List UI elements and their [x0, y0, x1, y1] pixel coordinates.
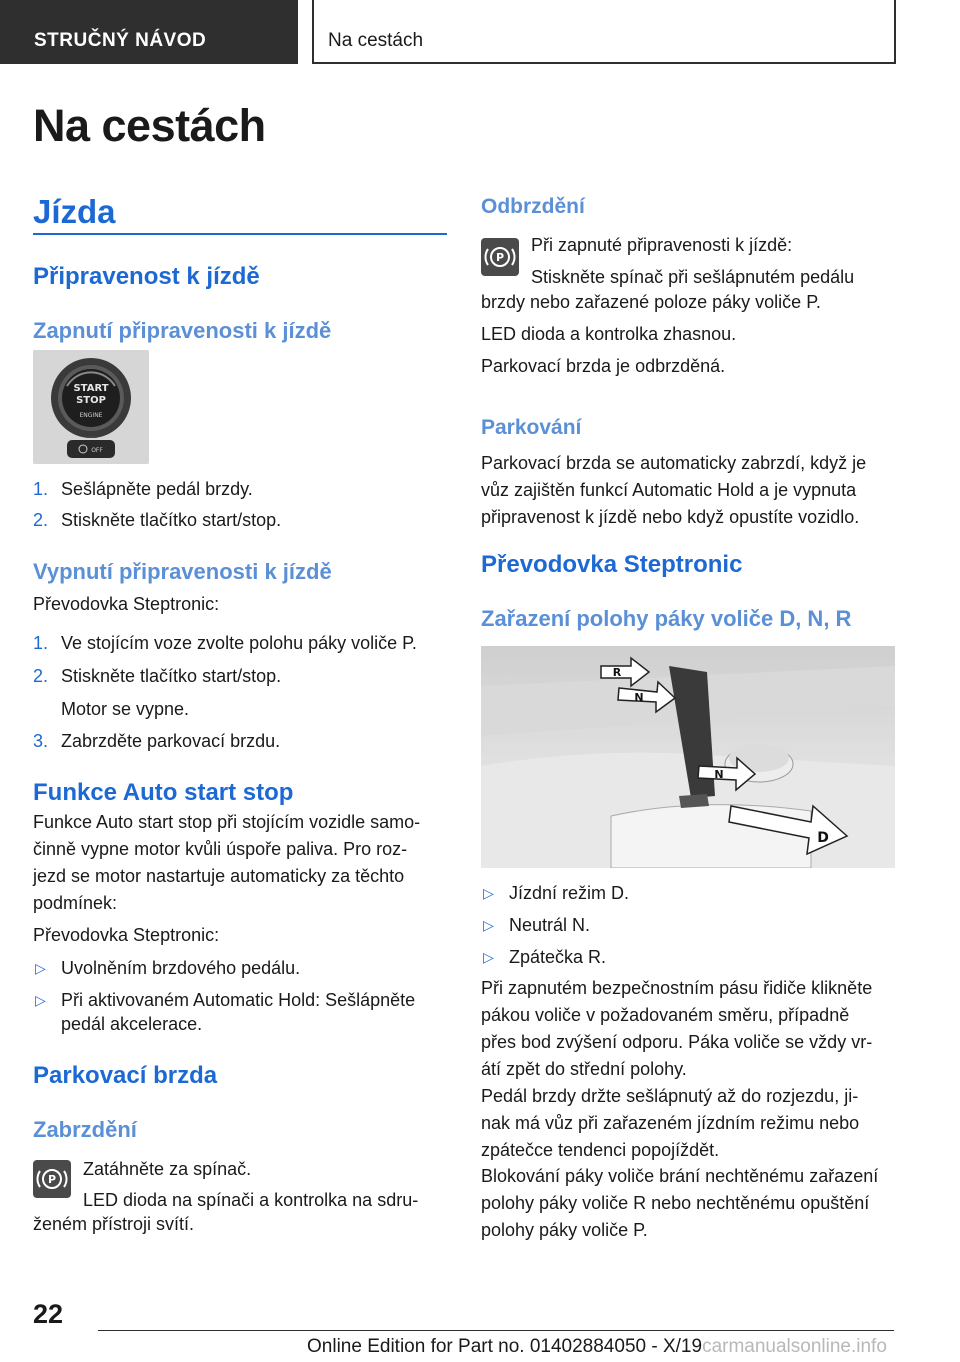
svg-text:P: P: [47, 1173, 57, 1186]
header-section-tab: STRUČNÝ NÁVOD: [0, 0, 298, 64]
start-stop-button-image: [33, 350, 149, 464]
heading-rule: [33, 233, 447, 235]
page-number: 22: [33, 1299, 64, 1329]
gear-label-n-upper: N: [634, 691, 644, 704]
header-chapter-tab: Na cestách: [312, 0, 896, 64]
odbrzdeni-line-1: Při zapnuté připravenosti k jízdě:: [531, 235, 793, 255]
svg-text:P: P: [495, 251, 505, 264]
parkovani-paragraph: Parkovací brzda se automaticky zabrzdí, když je vůz zajištěn funkcí Automatic Hold a je vypnuta připravenost k jízdě nebo když opustíte vozidlo.: [481, 453, 867, 527]
gear-label-d: D: [817, 830, 829, 846]
heading-pripravenost: Připravenost k jízdě: [33, 263, 260, 290]
odbrzdeni-line-3: brzdy nebo zařazené poloze páky voliče P.: [481, 292, 821, 312]
zabrzdeni-line-1: Zatáhněte za spínač.: [83, 1159, 252, 1179]
zabrzdeni-line-3: ženém přístroji svítí.: [33, 1214, 195, 1234]
footer-edition: Online Edition for Part no. 01402884050 - X/19carmanualsonline.info: [307, 1336, 887, 1357]
parking-brake-icon: [33, 1160, 71, 1198]
gear-label-n-lower: N: [714, 768, 724, 781]
heading-vypnuti: Vypnutí připravenosti k jízdě: [33, 559, 332, 584]
odbrzdeni-line-5: Parkovací brzda je odbrzděná.: [481, 356, 726, 376]
auto-intro: Převodovka Steptronic:: [33, 925, 220, 945]
heading-odbrzdeni: Odbrzdění: [481, 195, 585, 218]
button-label-stop: STOP: [76, 395, 106, 406]
button-label-off: OFF: [91, 447, 103, 454]
gear-selector-image: [481, 646, 895, 868]
paragraph-selector-lock: Blokování páky voliče brání nechtěnému zařazení polohy páky voliče R nebo nechtěnému opuštění polohy páky voliče P.: [481, 1166, 879, 1240]
heading-zarazeni: Zařazení polohy páky voliče D, N, R: [481, 606, 852, 631]
zabrzdeni-line-2: LED dioda na spínači a kontrolka na sdru-: [83, 1190, 419, 1210]
vypnuti-intro: Převodovka Steptronic:: [33, 594, 220, 614]
paragraph-selector-click: Při zapnutém bezpečnostním pásu řidiče klikněte pákou voliče v požadovaném směru, případně přes bod zvýšení odporu. Páka voliče se vždy vr- átí zpět do střední polohy.: [481, 978, 873, 1079]
heading-steptronic: Převodovka Steptronic: [481, 551, 743, 578]
odbrzdeni-line-4: LED dioda a kontrolka zhasnou.: [481, 324, 737, 344]
heading-auto-start-stop: Funkce Auto start stop: [33, 779, 294, 806]
watermark: carmanualsonline.info: [702, 1336, 887, 1357]
paragraph-brake-hold: Pedál brzdy držte sešlápnutý až do rozjezdu, ji- nak má vůz při zařazeném jízdním režimu nebo zpátečce tendenci popojíždět.: [481, 1086, 860, 1160]
footer-rule: [98, 1330, 894, 1331]
heading-parkovani: Parkování: [481, 416, 582, 439]
odbrzdeni-line-2: Stiskněte spínač při sešlápnutém pedálu: [531, 267, 855, 287]
button-label-engine: ENGINE: [79, 412, 103, 419]
parking-brake-icon: [481, 238, 519, 276]
button-label-start: START: [73, 383, 109, 394]
heading-zapnuti: Zapnutí připravenosti k jízdě: [33, 318, 332, 343]
page-title: Na cestách: [33, 100, 266, 151]
gear-label-r: R: [612, 666, 622, 679]
heading-jizda: Jízda: [33, 193, 116, 230]
heading-zabrzdeni: Zabrzdění: [33, 1117, 137, 1142]
heading-parkovaci-brzda: Parkovací brzda: [33, 1062, 218, 1089]
auto-paragraph: Funkce Auto start stop při stojícím vozidle samo- činně vypne motor kvůli úspoře paliva. Pro roz- jezd se motor nastartuje automaticky za těchto podmínek:: [33, 812, 421, 913]
